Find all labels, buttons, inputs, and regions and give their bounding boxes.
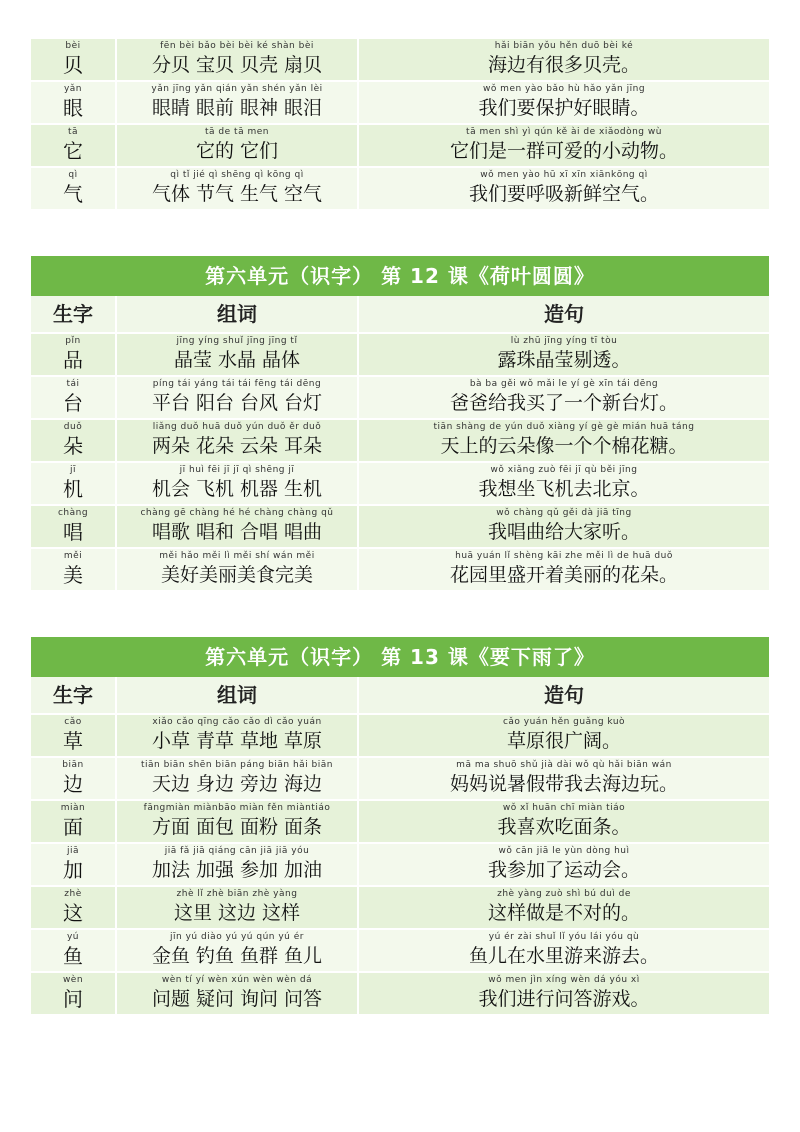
pinyin-text: měi hǎo měi lì měi shí wán měi (159, 551, 315, 561)
words-cell (115, 39, 359, 80)
sentence-cell (359, 801, 769, 842)
hanzi-text: 唱 (63, 520, 83, 544)
pinyin-text: zhè (64, 889, 82, 899)
char-cell (31, 549, 115, 590)
table-row (31, 549, 769, 592)
char-cell (31, 801, 115, 842)
pinyin-text: yǎn (63, 84, 83, 94)
words-cell (115, 420, 359, 461)
pinyin-text: hǎi biān yǒu hěn duō bèi ké (494, 41, 634, 51)
char-cell (31, 506, 115, 547)
sentence-cell (359, 930, 769, 971)
pinyin-text: tiān shàng de yún duǒ xiàng yí gè gè mián huā táng (433, 422, 695, 432)
table-row (31, 715, 769, 758)
header-words: 组词 (115, 677, 359, 713)
sentence-cell (359, 420, 769, 461)
hanzi-text: 鱼 (63, 944, 83, 968)
hanzi-text: 加法 加强 参加 加油 (151, 859, 323, 881)
hanzi-text: 贝 (63, 53, 83, 77)
table-row (31, 844, 769, 887)
hanzi-text: 美 (63, 563, 83, 587)
pinyin-text: chàng (57, 508, 89, 518)
words-cell (115, 82, 359, 123)
hanzi-text: 美好美丽美食完美 (160, 564, 313, 586)
table-row (31, 334, 769, 377)
table-row (31, 506, 769, 549)
pinyin-text: cǎo yuán hěn guǎng kuò (502, 717, 626, 727)
pinyin-text: wǒ xǐ huān chī miàn tiáo (502, 803, 626, 813)
pinyin-text: pǐn (65, 336, 81, 346)
hanzi-text: 平台 阳台 台风 台灯 (151, 392, 323, 414)
pinyin-text: tiān biān shēn biān páng biān hǎi biān (140, 760, 333, 770)
pinyin-text: mā ma shuō shǔ jià dài wǒ qù hǎi biān wán (456, 760, 672, 770)
pinyin-text: píng tái yáng tái tái fēng tái dēng (152, 379, 322, 389)
words-cell (115, 844, 359, 885)
hanzi-text: 边 (63, 772, 83, 796)
hanzi-text: 问题 疑问 询问 问答 (151, 988, 323, 1010)
table-body (31, 715, 769, 1016)
header-sentence: 造句 (544, 683, 584, 707)
hanzi-text: 爸爸给我买了一个新台灯。 (449, 392, 678, 414)
hanzi-text: 我喜欢吃面条。 (497, 816, 631, 838)
table-row (31, 463, 769, 506)
words-cell (115, 334, 359, 375)
words-cell (115, 887, 359, 928)
words-cell (115, 506, 359, 547)
pinyin-text: tái (66, 379, 80, 389)
hanzi-text: 朵 (63, 434, 83, 458)
words-cell (115, 715, 359, 756)
hanzi-text: 分贝 宝贝 贝壳 扇贝 (151, 54, 323, 76)
pinyin-text: qì (68, 170, 78, 180)
hanzi-text: 草原很广阔。 (506, 730, 621, 752)
sentence-cell (359, 168, 769, 209)
sentence-cell (359, 844, 769, 885)
hanzi-text: 天边 身边 旁边 海边 (151, 773, 323, 795)
pinyin-text: wǒ cān jiā le yùn dòng huì (498, 846, 630, 856)
pinyin-text: wǒ men yào bǎo hù hǎo yǎn jīng (482, 84, 646, 94)
hanzi-text: 草 (63, 729, 83, 753)
char-cell (31, 334, 115, 375)
pinyin-text: yú (66, 932, 80, 942)
sentence-cell (359, 377, 769, 418)
header-char: 生字 (53, 302, 93, 326)
table-row (31, 758, 769, 801)
pinyin-text: měi (63, 551, 83, 561)
words-cell (115, 549, 359, 590)
pinyin-text: xiǎo cǎo qīng cǎo cǎo dì cǎo yuán (152, 717, 322, 727)
char-cell (31, 973, 115, 1014)
pinyin-text: fēn bèi bǎo bèi bèi ké shàn bèi (160, 41, 314, 51)
hanzi-text: 机会 飞机 机器 生机 (151, 478, 323, 500)
lesson-title: 第六单元（识字） 第 13 课《要下雨了》 (31, 637, 769, 677)
pinyin-text: lù zhū jīng yíng tī tòu (510, 336, 618, 346)
pinyin-text: miàn (60, 803, 86, 813)
pinyin-text: qì tǐ jié qì shēng qì kōng qì (170, 170, 304, 180)
pinyin-text: wèn (62, 975, 84, 985)
sentence-cell (359, 463, 769, 504)
pinyin-text: bà ba gěi wǒ mǎi le yí gè xīn tái dēng (469, 379, 659, 389)
sentence-cell (359, 973, 769, 1014)
hanzi-text: 花园里盛开着美丽的花朵。 (449, 564, 678, 586)
words-cell (115, 930, 359, 971)
pinyin-text: chàng gē chàng hé hé chàng chàng qǔ (140, 508, 334, 518)
hanzi-text: 它们是一群可爱的小动物。 (449, 140, 678, 162)
pinyin-text: jī (69, 465, 76, 475)
pinyin-text: wǒ chàng qǔ gěi dà jiā tīng (496, 508, 632, 518)
hanzi-text: 它的 它们 (195, 140, 279, 162)
pinyin-text: biān (62, 760, 84, 770)
header-sentence: 造句 (544, 302, 584, 326)
hanzi-text: 我参加了运动会。 (487, 859, 640, 881)
hanzi-text: 这样做是不对的。 (487, 902, 640, 924)
hanzi-text: 加 (63, 858, 83, 882)
char-cell (31, 420, 115, 461)
words-cell (115, 758, 359, 799)
sentence-cell (359, 549, 769, 590)
hanzi-text: 眼 (63, 96, 83, 120)
table-row (31, 887, 769, 930)
top-partial-table (31, 39, 769, 211)
table-row (31, 973, 769, 1016)
char-cell (31, 377, 115, 418)
char-cell (31, 844, 115, 885)
sentence-cell (359, 82, 769, 123)
char-cell (31, 463, 115, 504)
pinyin-text: zhè lǐ zhè biān zhè yàng (176, 889, 298, 899)
hanzi-text: 机 (63, 477, 83, 501)
hanzi-text: 唱歌 唱和 合唱 唱曲 (151, 521, 323, 543)
hanzi-text: 海边有很多贝壳。 (487, 54, 640, 76)
pinyin-text: wǒ xiǎng zuò fēi jī qù běi jīng (490, 465, 638, 475)
lesson-title: 第六单元（识字） 第 12 课《荷叶圆圆》 (31, 256, 769, 296)
sentence-cell (359, 125, 769, 166)
char-cell (31, 887, 115, 928)
pinyin-text: jiā fǎ jiā qiáng cān jiā jiā yóu (164, 846, 310, 856)
hanzi-text: 气体 节气 生气 空气 (151, 183, 323, 205)
pinyin-text: liǎng duǒ huā duǒ yún duǒ ěr duǒ (152, 422, 322, 432)
pinyin-text: jīn yú diào yú yú qún yú ér (170, 932, 304, 942)
char-cell (31, 39, 115, 80)
hanzi-text: 眼睛 眼前 眼神 眼泪 (151, 97, 323, 119)
pinyin-text: cǎo (64, 717, 82, 727)
words-cell (115, 125, 359, 166)
pinyin-text: fāngmiàn miànbāo miàn fěn miàntiáo (143, 803, 331, 813)
hanzi-text: 鱼儿在水里游来游去。 (468, 945, 659, 967)
pinyin-text: wèn tí yí wèn xún wèn wèn dá (161, 975, 313, 985)
hanzi-text: 方面 面包 面粉 面条 (151, 816, 323, 838)
lesson-12-table (31, 256, 769, 592)
pinyin-text: duǒ (63, 422, 83, 432)
hanzi-text: 露珠晶莹剔透。 (497, 349, 631, 371)
pinyin-text: jiā (66, 846, 80, 856)
words-cell (115, 377, 359, 418)
char-cell (31, 82, 115, 123)
header-words: 组词 (115, 296, 359, 332)
words-cell (115, 973, 359, 1014)
table-header (31, 677, 769, 715)
sentence-cell (359, 506, 769, 547)
table-header (31, 296, 769, 334)
sentence-cell (359, 758, 769, 799)
char-cell (31, 168, 115, 209)
hanzi-text: 妈妈说暑假带我去海边玩。 (449, 773, 678, 795)
hanzi-text: 台 (63, 391, 83, 415)
pinyin-text: yú ér zài shuǐ lǐ yóu lái yóu qù (488, 932, 640, 942)
char-cell (31, 930, 115, 971)
hanzi-text: 问 (63, 987, 83, 1011)
pinyin-text: zhè yàng zuò shì bú duì de (497, 889, 631, 899)
table-row (31, 39, 769, 82)
hanzi-text: 我唱曲给大家听。 (487, 521, 640, 543)
hanzi-text: 两朵 花朵 云朵 耳朵 (151, 435, 323, 457)
hanzi-text: 这 (63, 901, 83, 925)
hanzi-text: 金鱼 钓鱼 鱼群 鱼儿 (151, 945, 323, 967)
hanzi-text: 小草 青草 草地 草原 (151, 730, 323, 752)
table-row (31, 930, 769, 973)
table-row (31, 125, 769, 168)
table-body (31, 39, 769, 211)
sentence-cell (359, 715, 769, 756)
words-cell (115, 463, 359, 504)
hanzi-text: 晶莹 水晶 晶体 (173, 349, 301, 371)
table-row (31, 168, 769, 211)
pinyin-text: yǎn jīng yǎn qián yǎn shén yǎn lèi (151, 84, 323, 94)
pinyin-text: wǒ men yào hū xī xīn xiānkōng qì (480, 170, 648, 180)
table-row (31, 82, 769, 125)
hanzi-text: 它 (63, 139, 83, 163)
pinyin-text: jīng yíng shuǐ jīng jīng tǐ (176, 336, 298, 346)
table-body (31, 334, 769, 592)
pinyin-text: tā de tā men (205, 127, 269, 137)
pinyin-text: tā men shì yì qún kě ài de xiǎodòng wù (466, 127, 662, 137)
hanzi-text: 这里 这边 这样 (173, 902, 301, 924)
char-cell (31, 125, 115, 166)
hanzi-text: 我们要呼吸新鲜空气。 (468, 183, 659, 205)
hanzi-text: 品 (63, 348, 83, 372)
table-row (31, 801, 769, 844)
pinyin-text: jī huì fēi jī jī qì shēng jī (179, 465, 295, 475)
lesson-13-table (31, 637, 769, 1016)
words-cell (115, 801, 359, 842)
sentence-cell (359, 887, 769, 928)
sentence-cell (359, 39, 769, 80)
char-cell (31, 758, 115, 799)
table-row (31, 420, 769, 463)
pinyin-text: wǒ men jìn xíng wèn dá yóu xì (488, 975, 640, 985)
hanzi-text: 我们要保护好眼睛。 (478, 97, 650, 119)
hanzi-text: 我们进行问答游戏。 (478, 988, 650, 1010)
header-char: 生字 (53, 683, 93, 707)
pinyin-text: bèi (65, 41, 81, 51)
table-row (31, 377, 769, 420)
hanzi-text: 面 (63, 815, 83, 839)
char-cell (31, 715, 115, 756)
sentence-cell (359, 334, 769, 375)
hanzi-text: 气 (63, 182, 83, 206)
words-cell (115, 168, 359, 209)
hanzi-text: 我想坐飞机去北京。 (478, 478, 650, 500)
pinyin-text: tā (67, 127, 79, 137)
pinyin-text: huā yuán lǐ shèng kāi zhe měi lì de huā duǒ (455, 551, 673, 561)
hanzi-text: 天上的云朵像一个个棉花糖。 (440, 435, 688, 457)
